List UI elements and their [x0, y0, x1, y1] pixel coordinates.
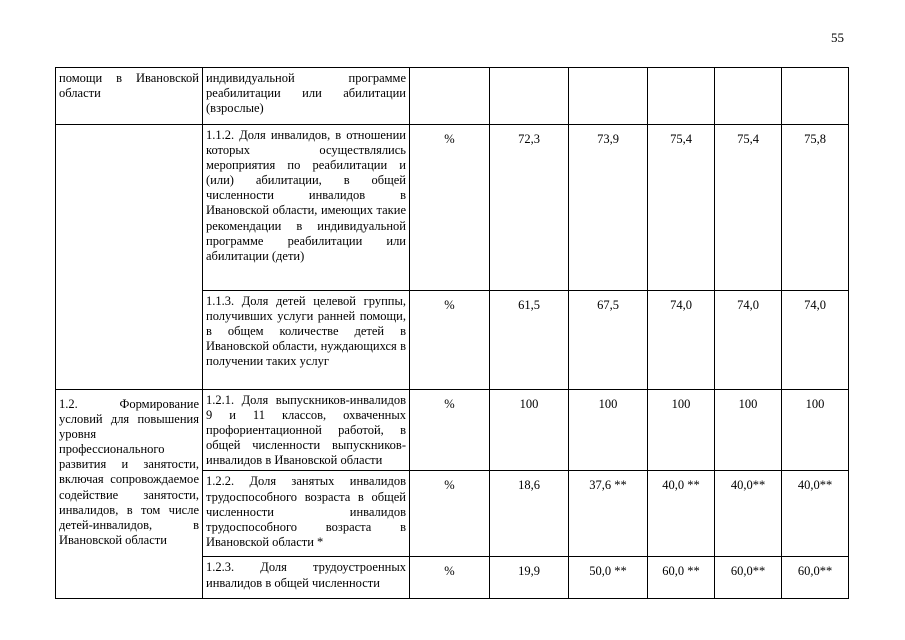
- value-cell: [648, 68, 715, 125]
- goal-cell: помощи в Ивановской области: [56, 68, 203, 125]
- indicator-cell: 1.2.3. Доля трудоустроенных инвалидов в общей численности: [203, 557, 410, 599]
- value-cell: 75,4: [715, 125, 782, 291]
- value-cell: 74,0: [715, 291, 782, 390]
- value-cell: [715, 68, 782, 125]
- value-cell: 100: [715, 390, 782, 471]
- value-cell: 40,0**: [715, 471, 782, 557]
- goal-cell-empty: [56, 125, 203, 390]
- value-cell: 60,0**: [715, 557, 782, 599]
- unit-cell: %: [410, 471, 490, 557]
- value-cell: 60,0 **: [648, 557, 715, 599]
- value-cell: 75,4: [648, 125, 715, 291]
- indicators-table: [55, 67, 849, 599]
- value-cell: 73,9: [569, 125, 648, 291]
- value-cell: 37,6 **: [569, 471, 648, 557]
- value-cell: [782, 68, 849, 125]
- goal-cell: 1.2. Формирование условий для повышения уровня профессионального развития и занятости, включая сопровождаемое содействие занятости, инвалидов, в том числе детей-инвалидов, в Ивановской области: [56, 390, 203, 599]
- value-cell: 50,0 **: [569, 557, 648, 599]
- unit-cell: %: [410, 390, 490, 471]
- value-cell: 74,0: [648, 291, 715, 390]
- unit-cell: %: [410, 291, 490, 390]
- page-number: 55: [831, 30, 844, 45]
- indicator-cell: индивидуальной программе реабилитации или абилитации (взрослые): [203, 68, 410, 125]
- value-cell: 40,0**: [782, 471, 849, 557]
- value-cell: 67,5: [569, 291, 648, 390]
- value-cell: 100: [782, 390, 849, 471]
- value-cell: [569, 68, 648, 125]
- value-cell: 100: [569, 390, 648, 471]
- indicator-cell: 1.2.1. Доля выпускников-инвалидов 9 и 11 классов, охваченных профориентационной работой, в общей численности выпускников-инвалидов в Ивановской области: [203, 390, 410, 471]
- unit-cell: [410, 68, 490, 125]
- value-cell: 100: [648, 390, 715, 471]
- table-row: [56, 125, 849, 291]
- unit-cell: %: [410, 557, 490, 599]
- table-row: [56, 68, 849, 125]
- value-cell: 60,0**: [782, 557, 849, 599]
- table-row: [56, 390, 849, 471]
- indicator-cell: 1.2.2. Доля занятых инвалидов трудоспособного возраста в общей численности инвалидов трудоспособного возраста в Ивановской области *: [203, 471, 410, 557]
- value-cell: 40,0 **: [648, 471, 715, 557]
- value-cell: 18,6: [490, 471, 569, 557]
- indicator-cell: 1.1.3. Доля детей целевой группы, получивших услуги ранней помощи, в общем количестве детей в Ивановской области, нуждающихся в получении таких услуг: [203, 291, 410, 390]
- value-cell: 74,0: [782, 291, 849, 390]
- value-cell: 75,8: [782, 125, 849, 291]
- value-cell: [490, 68, 569, 125]
- unit-cell: %: [410, 125, 490, 291]
- value-cell: 72,3: [490, 125, 569, 291]
- value-cell: 61,5: [490, 291, 569, 390]
- value-cell: 100: [490, 390, 569, 471]
- indicator-cell: 1.1.2. Доля инвалидов, в отношении которых осуществлялись мероприятия по реабилитации и (или) абилитации, в общей численности инвалидов в Ивановской области, имеющих такие рекомендации в индивидуальной программе реабилитации или абилитации (дети): [203, 125, 410, 291]
- value-cell: 19,9: [490, 557, 569, 599]
